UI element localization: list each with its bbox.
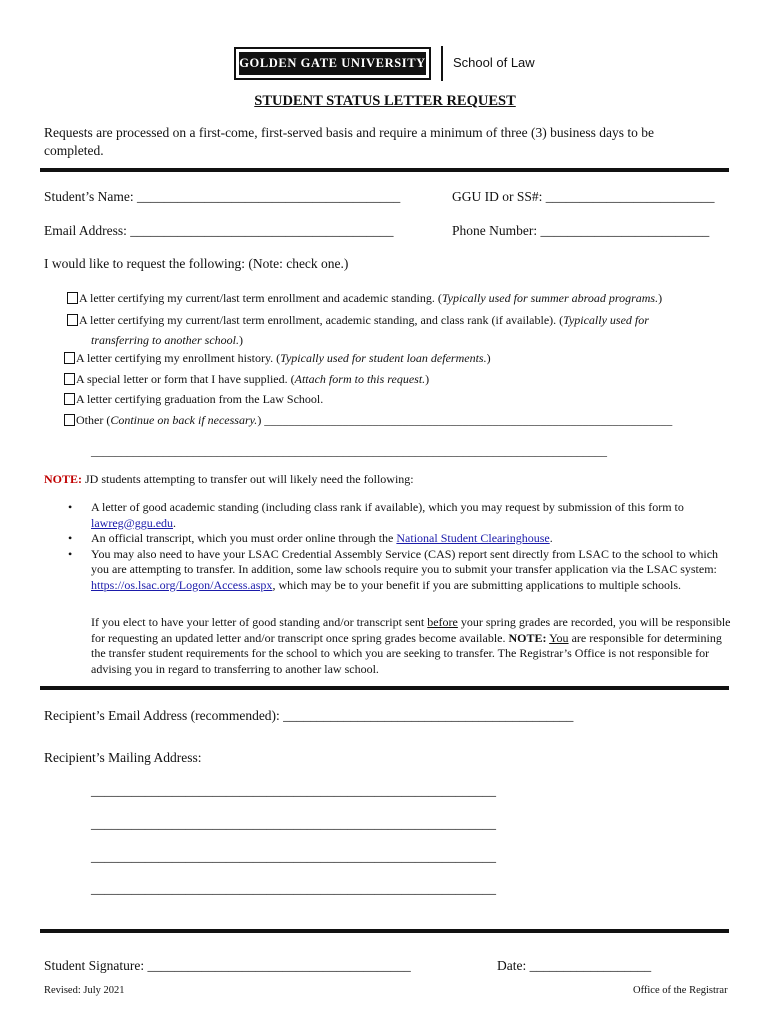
email-field[interactable]: Email Address: _______________________________________	[44, 223, 394, 238]
requirements-list	[68, 500, 728, 593]
option-enrollment-history[interactable]: A letter certifying my enrollment history. (Typically used for student loan deferments.)	[64, 350, 491, 366]
address-line-1[interactable]: ____________________________________________________________	[91, 783, 496, 798]
checkbox[interactable]	[67, 314, 78, 326]
intro-text: Requests are processed on a first-come, first-served basis and require a minimum of three (3) business days to be completed.	[44, 125, 654, 158]
phone-field[interactable]: Phone Number: _________________________	[452, 223, 710, 238]
checkbox[interactable]	[64, 373, 75, 385]
clearinghouse-link[interactable]: National Student Clearinghouse	[396, 531, 550, 545]
signature-field[interactable]: Student Signature: _______________________________________	[44, 958, 411, 973]
recipient-mailing-label: Recipient’s Mailing Address:	[44, 750, 202, 765]
option-special-letter[interactable]: A special letter or form that I have supplied. (Attach form to this request.)	[64, 371, 429, 387]
list-item: • An official transcript, which you must order online through the National Student Clearinghouse.	[68, 531, 728, 547]
registrar-email-link[interactable]: lawreg@ggu.edu	[91, 515, 174, 530]
school-name: School of Law	[453, 55, 535, 70]
date-field[interactable]: Date: __________________	[497, 958, 652, 973]
university-logo	[234, 47, 431, 80]
option-summer-abroad[interactable]: A letter certifying my current/last term enrollment and academic standing. (Typically used for summer abroad programs.)	[67, 290, 662, 306]
student-name-field[interactable]: Student’s Name: _______________________________________	[44, 189, 401, 204]
note-label: NOTE:	[44, 472, 83, 486]
checkbox[interactable]	[64, 352, 75, 364]
divider-top	[40, 168, 729, 172]
lsac-link[interactable]: https://os.lsac.org/Logon/Access.aspx	[91, 577, 273, 592]
recipient-email-field[interactable]: Recipient’s Email Address (recommended): ___________________________________________	[44, 708, 574, 723]
checkbox[interactable]	[67, 292, 78, 304]
list-item: • You may also need to have your LSAC Credential Assembly Service (CAS) report sent directly from LSAC to the school to which you are attempting to transfer. In addition, some law schools require you to submit your transfer application via the LSAC system: https://os.lsac.org/Logon/Access.aspx, which may be to your benefit if you are submitting applications to multiple schools.	[68, 547, 728, 594]
other-continued-line[interactable]: ______________________________________________________________________________________	[91, 444, 607, 458]
transfer-note: NOTE: JD students attempting to transfer out will likely need the following:	[44, 472, 414, 486]
request-prompt: I would like to request the following: (Note: check one.)	[44, 256, 349, 271]
divider-middle	[40, 686, 729, 690]
logo-text: GOLDEN GATE UNIVERSITY	[239, 52, 426, 75]
option-graduation[interactable]: A letter certifying graduation from the Law School.	[64, 391, 323, 407]
ggu-id-field[interactable]: GGU ID or SS#: _________________________	[452, 189, 715, 204]
list-item: • A letter of good academic standing (including class rank if available), which you may request by submission of this form to lawreg@ggu.edu.	[68, 500, 728, 531]
checkbox[interactable]	[64, 393, 75, 405]
divider-bottom	[40, 929, 729, 933]
address-line-4[interactable]: ____________________________________________________________	[91, 881, 496, 896]
option-class-rank-continued: transferring to another school.)	[91, 333, 244, 347]
transfer-disclaimer: If you elect to have your letter of good standing and/or transcript sent before your spring grades are recorded, you will be responsible for requesting an updated letter and/or transcript once spring grades become available. NOTE: You are responsible for determining the transfer student requirements for the school to which you are seeking to transfer. The Registrar’s Office is not responsible for advising you in regard to transferring to another law school.	[91, 615, 731, 676]
address-line-3[interactable]: ____________________________________________________________	[91, 849, 496, 864]
address-line-2[interactable]: ____________________________________________________________	[91, 816, 496, 831]
logo-divider	[441, 46, 443, 81]
office-name: Office of the Registrar	[633, 985, 728, 996]
option-other[interactable]: Other (Continue on back if necessary.) ____________________________________________________________________	[64, 412, 672, 428]
checkbox[interactable]	[64, 414, 75, 426]
page-title: STUDENT STATUS LETTER REQUEST	[254, 93, 516, 109]
revised-date: Revised: July 2021	[44, 985, 125, 996]
option-class-rank[interactable]: A letter certifying my current/last term enrollment, academic standing, and class rank (if available). (Typically used for	[67, 312, 649, 328]
